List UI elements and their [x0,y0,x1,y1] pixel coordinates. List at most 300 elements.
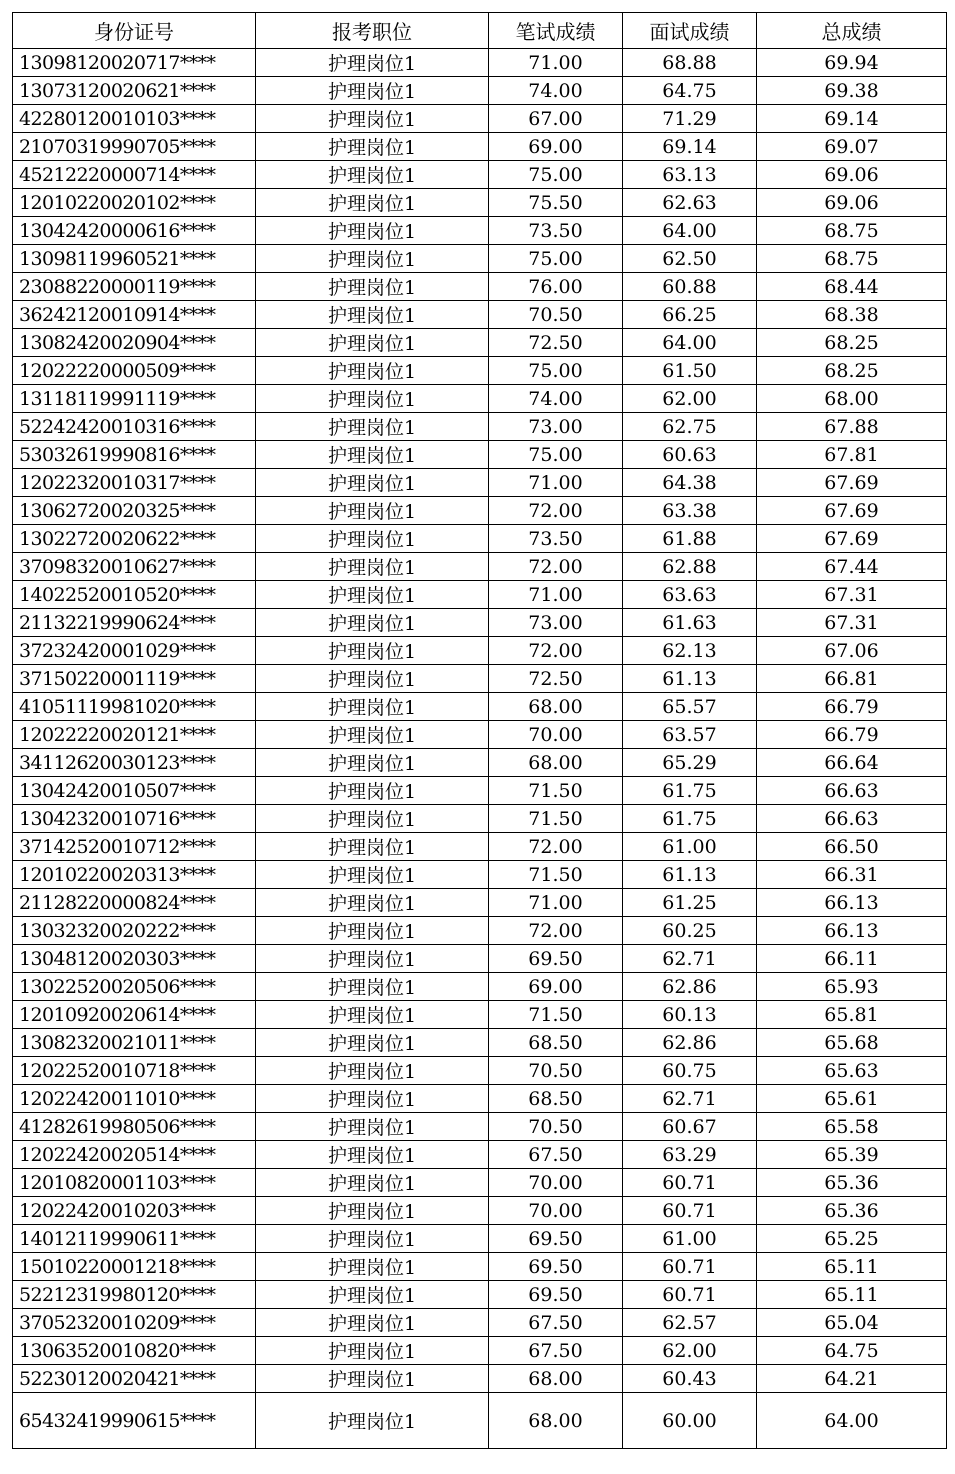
id-number-cell: 14012119990611**** [13,1225,256,1253]
table-row [13,693,947,721]
id-number-cell: 37052320010209**** [13,1309,256,1337]
interview-score-cell: 63.63 [623,581,757,609]
id-number-cell: 37142520010712**** [13,833,256,861]
total-score-cell: 66.13 [757,889,947,917]
table-body [13,49,947,1449]
interview-score-cell: 63.57 [623,721,757,749]
written-score-cell: 70.50 [489,301,623,329]
position-cell: 护理岗位1 [256,1309,489,1337]
position-cell: 护理岗位1 [256,217,489,245]
id-number-cell: 12022220000509**** [13,357,256,385]
total-score-cell: 67.31 [757,581,947,609]
written-score-cell: 69.50 [489,1253,623,1281]
written-score-cell: 72.50 [489,665,623,693]
position-cell: 护理岗位1 [256,1085,489,1113]
interview-score-cell: 65.29 [623,749,757,777]
table-row [13,1197,947,1225]
written-score-cell: 68.50 [489,1029,623,1057]
id-number-cell: 52242420010316**** [13,413,256,441]
table-row [13,665,947,693]
table-row [13,441,947,469]
total-score-cell: 65.11 [757,1253,947,1281]
table-row [13,329,947,357]
id-number-cell: 21070319990705**** [13,133,256,161]
written-score-cell: 68.00 [489,693,623,721]
total-score-cell: 68.25 [757,357,947,385]
position-cell: 护理岗位1 [256,889,489,917]
id-number-cell: 13022520020506**** [13,973,256,1001]
position-cell: 护理岗位1 [256,1281,489,1309]
position-cell: 护理岗位1 [256,1029,489,1057]
position-cell: 护理岗位1 [256,749,489,777]
header-position: 报考职位 [256,13,489,49]
id-number-cell: 12010220020313**** [13,861,256,889]
written-score-cell: 73.50 [489,217,623,245]
total-score-cell: 67.44 [757,553,947,581]
written-score-cell: 71.00 [489,581,623,609]
interview-score-cell: 64.00 [623,217,757,245]
table-row [13,1365,947,1393]
written-score-cell: 71.50 [489,861,623,889]
interview-score-cell: 62.00 [623,1337,757,1365]
total-score-cell: 66.13 [757,917,947,945]
id-number-cell: 13042420000616**** [13,217,256,245]
total-score-cell: 67.81 [757,441,947,469]
id-number-cell: 13062720020325**** [13,497,256,525]
position-cell: 护理岗位1 [256,385,489,413]
total-score-cell: 64.00 [757,1393,947,1449]
id-number-cell: 21128220000824**** [13,889,256,917]
table-row [13,1113,947,1141]
id-number-cell: 13048120020303**** [13,945,256,973]
table-row [13,1225,947,1253]
table-row [13,413,947,441]
written-score-cell: 69.50 [489,945,623,973]
interview-score-cell: 60.71 [623,1281,757,1309]
table-row [13,1001,947,1029]
id-number-cell: 13098119960521**** [13,245,256,273]
header-id-number: 身份证号 [13,13,256,49]
interview-score-cell: 62.63 [623,189,757,217]
interview-score-cell: 60.75 [623,1057,757,1085]
written-score-cell: 69.50 [489,1225,623,1253]
written-score-cell: 70.50 [489,1113,623,1141]
written-score-cell: 73.00 [489,609,623,637]
total-score-cell: 66.79 [757,693,947,721]
total-score-cell: 69.94 [757,49,947,77]
table-row [13,105,947,133]
interview-score-cell: 66.25 [623,301,757,329]
interview-score-cell: 62.86 [623,1029,757,1057]
position-cell: 护理岗位1 [256,833,489,861]
total-score-cell: 64.75 [757,1337,947,1365]
score-table [12,12,947,1449]
id-number-cell: 21132219990624**** [13,609,256,637]
written-score-cell: 72.00 [489,917,623,945]
interview-score-cell: 62.71 [623,945,757,973]
total-score-cell: 69.06 [757,189,947,217]
written-score-cell: 67.50 [489,1141,623,1169]
position-cell: 护理岗位1 [256,469,489,497]
position-cell: 护理岗位1 [256,525,489,553]
position-cell: 护理岗位1 [256,861,489,889]
position-cell: 护理岗位1 [256,609,489,637]
total-score-cell: 68.75 [757,217,947,245]
interview-score-cell: 60.43 [623,1365,757,1393]
written-score-cell: 68.00 [489,1365,623,1393]
position-cell: 护理岗位1 [256,665,489,693]
interview-score-cell: 60.88 [623,273,757,301]
table-row [13,77,947,105]
id-number-cell: 15010220001218**** [13,1253,256,1281]
interview-score-cell: 60.63 [623,441,757,469]
interview-score-cell: 62.57 [623,1309,757,1337]
id-number-cell: 52212319980120**** [13,1281,256,1309]
written-score-cell: 69.50 [489,1281,623,1309]
total-score-cell: 68.44 [757,273,947,301]
table-row [13,133,947,161]
id-number-cell: 13118119991119**** [13,385,256,413]
table-row [13,385,947,413]
id-number-cell: 12022420010203**** [13,1197,256,1225]
written-score-cell: 72.50 [489,329,623,357]
id-number-cell: 13063520010820**** [13,1337,256,1365]
total-score-cell: 68.25 [757,329,947,357]
position-cell: 护理岗位1 [256,1141,489,1169]
written-score-cell: 74.00 [489,77,623,105]
table-row [13,553,947,581]
id-number-cell: 23088220000119**** [13,273,256,301]
written-score-cell: 72.00 [489,637,623,665]
total-score-cell: 66.50 [757,833,947,861]
id-number-cell: 53032619990816**** [13,441,256,469]
position-cell: 护理岗位1 [256,357,489,385]
total-score-cell: 68.75 [757,245,947,273]
interview-score-cell: 61.63 [623,609,757,637]
table-row [13,49,947,77]
total-score-cell: 65.25 [757,1225,947,1253]
written-score-cell: 71.00 [489,469,623,497]
interview-score-cell: 64.00 [623,329,757,357]
position-cell: 护理岗位1 [256,1365,489,1393]
written-score-cell: 67.00 [489,105,623,133]
position-cell: 护理岗位1 [256,1057,489,1085]
table-row [13,805,947,833]
interview-score-cell: 68.88 [623,49,757,77]
table-row [13,777,947,805]
total-score-cell: 66.81 [757,665,947,693]
position-cell: 护理岗位1 [256,637,489,665]
table-row [13,861,947,889]
interview-score-cell: 60.71 [623,1197,757,1225]
interview-score-cell: 62.86 [623,973,757,1001]
header-interview-score: 面试成绩 [623,13,757,49]
interview-score-cell: 61.88 [623,525,757,553]
table-row [13,161,947,189]
id-number-cell: 45212220000714**** [13,161,256,189]
interview-score-cell: 60.13 [623,1001,757,1029]
total-score-cell: 65.11 [757,1281,947,1309]
total-score-cell: 65.68 [757,1029,947,1057]
position-cell: 护理岗位1 [256,497,489,525]
written-score-cell: 68.00 [489,1393,623,1449]
table-row [13,1169,947,1197]
id-number-cell: 13098120020717**** [13,49,256,77]
written-score-cell: 71.00 [489,49,623,77]
total-score-cell: 66.63 [757,777,947,805]
total-score-cell: 65.58 [757,1113,947,1141]
position-cell: 护理岗位1 [256,105,489,133]
total-score-cell: 65.63 [757,1057,947,1085]
written-score-cell: 72.00 [489,833,623,861]
total-score-cell: 67.88 [757,413,947,441]
position-cell: 护理岗位1 [256,161,489,189]
total-score-cell: 65.36 [757,1169,947,1197]
interview-score-cell: 61.75 [623,777,757,805]
position-cell: 护理岗位1 [256,413,489,441]
interview-score-cell: 63.38 [623,497,757,525]
id-number-cell: 12022420020514**** [13,1141,256,1169]
id-number-cell: 13042320010716**** [13,805,256,833]
position-cell: 护理岗位1 [256,49,489,77]
total-score-cell: 68.00 [757,385,947,413]
interview-score-cell: 61.13 [623,665,757,693]
id-number-cell: 12010220020102**** [13,189,256,217]
id-number-cell: 13042420010507**** [13,777,256,805]
id-number-cell: 42280120010103**** [13,105,256,133]
table-row [13,497,947,525]
interview-score-cell: 64.38 [623,469,757,497]
table-row [13,581,947,609]
table-row [13,245,947,273]
position-cell: 护理岗位1 [256,441,489,469]
written-score-cell: 68.00 [489,749,623,777]
table-row [13,301,947,329]
position-cell: 护理岗位1 [256,189,489,217]
total-score-cell: 66.31 [757,861,947,889]
position-cell: 护理岗位1 [256,1393,489,1449]
interview-score-cell: 63.29 [623,1141,757,1169]
table-row [13,889,947,917]
interview-score-cell: 62.88 [623,553,757,581]
id-number-cell: 12022320010317**** [13,469,256,497]
position-cell: 护理岗位1 [256,553,489,581]
written-score-cell: 67.50 [489,1309,623,1337]
table-row [13,357,947,385]
id-number-cell: 34112620030123**** [13,749,256,777]
interview-score-cell: 71.29 [623,105,757,133]
total-score-cell: 64.21 [757,1365,947,1393]
table-row [13,273,947,301]
total-score-cell: 65.04 [757,1309,947,1337]
table-row [13,217,947,245]
total-score-cell: 65.61 [757,1085,947,1113]
table-row [13,609,947,637]
written-score-cell: 71.50 [489,805,623,833]
position-cell: 护理岗位1 [256,917,489,945]
interview-score-cell: 62.71 [623,1085,757,1113]
interview-score-cell: 62.75 [623,413,757,441]
written-score-cell: 69.00 [489,973,623,1001]
header-total-score: 总成绩 [757,13,947,49]
table-row [13,1085,947,1113]
interview-score-cell: 62.13 [623,637,757,665]
position-cell: 护理岗位1 [256,581,489,609]
position-cell: 护理岗位1 [256,721,489,749]
interview-score-cell: 60.00 [623,1393,757,1449]
total-score-cell: 66.79 [757,721,947,749]
written-score-cell: 70.00 [489,1197,623,1225]
total-score-cell: 67.69 [757,525,947,553]
written-score-cell: 72.00 [489,553,623,581]
id-number-cell: 13073120020621**** [13,77,256,105]
header-written-score: 笔试成绩 [489,13,623,49]
written-score-cell: 75.50 [489,189,623,217]
interview-score-cell: 61.00 [623,833,757,861]
table-row [13,1337,947,1365]
id-number-cell: 37098320010627**** [13,553,256,581]
id-number-cell: 65432419990615**** [13,1393,256,1449]
id-number-cell: 13022720020622**** [13,525,256,553]
position-cell: 护理岗位1 [256,1225,489,1253]
id-number-cell: 41051119981020**** [13,693,256,721]
written-score-cell: 70.00 [489,721,623,749]
id-number-cell: 12010920020614**** [13,1001,256,1029]
id-number-cell: 14022520010520**** [13,581,256,609]
total-score-cell: 65.81 [757,1001,947,1029]
interview-score-cell: 61.75 [623,805,757,833]
position-cell: 护理岗位1 [256,1169,489,1197]
position-cell: 护理岗位1 [256,273,489,301]
id-number-cell: 12022520010718**** [13,1057,256,1085]
interview-score-cell: 60.67 [623,1113,757,1141]
written-score-cell: 69.00 [489,133,623,161]
written-score-cell: 75.00 [489,161,623,189]
total-score-cell: 67.69 [757,469,947,497]
table-row [13,1281,947,1309]
table-row [13,525,947,553]
id-number-cell: 36242120010914**** [13,301,256,329]
total-score-cell: 65.39 [757,1141,947,1169]
table-row [13,189,947,217]
table-row [13,1253,947,1281]
table-row [13,749,947,777]
position-cell: 护理岗位1 [256,301,489,329]
table-row [13,1057,947,1085]
position-cell: 护理岗位1 [256,1001,489,1029]
position-cell: 护理岗位1 [256,693,489,721]
table-row [13,637,947,665]
interview-score-cell: 60.25 [623,917,757,945]
written-score-cell: 71.50 [489,1001,623,1029]
total-score-cell: 65.93 [757,973,947,1001]
total-score-cell: 67.69 [757,497,947,525]
position-cell: 护理岗位1 [256,1113,489,1141]
interview-score-cell: 64.75 [623,77,757,105]
position-cell: 护理岗位1 [256,133,489,161]
position-cell: 护理岗位1 [256,77,489,105]
table-row [13,945,947,973]
total-score-cell: 66.64 [757,749,947,777]
table-row [13,1309,947,1337]
id-number-cell: 13032320020222**** [13,917,256,945]
written-score-cell: 71.00 [489,889,623,917]
interview-score-cell: 69.14 [623,133,757,161]
position-cell: 护理岗位1 [256,245,489,273]
written-score-cell: 75.00 [489,441,623,469]
written-score-cell: 71.50 [489,777,623,805]
written-score-cell: 70.50 [489,1057,623,1085]
total-score-cell: 66.11 [757,945,947,973]
id-number-cell: 41282619980506**** [13,1113,256,1141]
total-score-cell: 68.38 [757,301,947,329]
total-score-cell: 67.06 [757,637,947,665]
id-number-cell: 13082420020904**** [13,329,256,357]
written-score-cell: 72.00 [489,497,623,525]
table-row [13,1141,947,1169]
id-number-cell: 12022420011010**** [13,1085,256,1113]
total-score-cell: 67.31 [757,609,947,637]
table-row [13,973,947,1001]
table-row [13,469,947,497]
written-score-cell: 73.00 [489,413,623,441]
table-row [13,1393,947,1449]
interview-score-cell: 65.57 [623,693,757,721]
id-number-cell: 13082320021011**** [13,1029,256,1057]
interview-score-cell: 60.71 [623,1253,757,1281]
written-score-cell: 74.00 [489,385,623,413]
id-number-cell: 37150220001119**** [13,665,256,693]
position-cell: 护理岗位1 [256,973,489,1001]
interview-score-cell: 61.00 [623,1225,757,1253]
interview-score-cell: 62.00 [623,385,757,413]
interview-score-cell: 61.13 [623,861,757,889]
position-cell: 护理岗位1 [256,945,489,973]
position-cell: 护理岗位1 [256,1337,489,1365]
table-row [13,721,947,749]
id-number-cell: 12010820001103**** [13,1169,256,1197]
position-cell: 护理岗位1 [256,1197,489,1225]
total-score-cell: 69.07 [757,133,947,161]
position-cell: 护理岗位1 [256,805,489,833]
interview-score-cell: 61.50 [623,357,757,385]
written-score-cell: 73.50 [489,525,623,553]
position-cell: 护理岗位1 [256,329,489,357]
id-number-cell: 37232420001029**** [13,637,256,665]
total-score-cell: 69.06 [757,161,947,189]
table-header [13,13,947,49]
total-score-cell: 69.14 [757,105,947,133]
position-cell: 护理岗位1 [256,1253,489,1281]
id-number-cell: 12022220020121**** [13,721,256,749]
written-score-cell: 76.00 [489,273,623,301]
interview-score-cell: 61.25 [623,889,757,917]
written-score-cell: 70.00 [489,1169,623,1197]
interview-score-cell: 60.71 [623,1169,757,1197]
total-score-cell: 65.36 [757,1197,947,1225]
id-number-cell: 52230120020421**** [13,1365,256,1393]
interview-score-cell: 63.13 [623,161,757,189]
header-row [13,13,947,49]
total-score-cell: 69.38 [757,77,947,105]
total-score-cell: 66.63 [757,805,947,833]
table-row [13,1029,947,1057]
table-row [13,833,947,861]
position-cell: 护理岗位1 [256,777,489,805]
written-score-cell: 75.00 [489,245,623,273]
interview-score-cell: 62.50 [623,245,757,273]
table-row [13,917,947,945]
